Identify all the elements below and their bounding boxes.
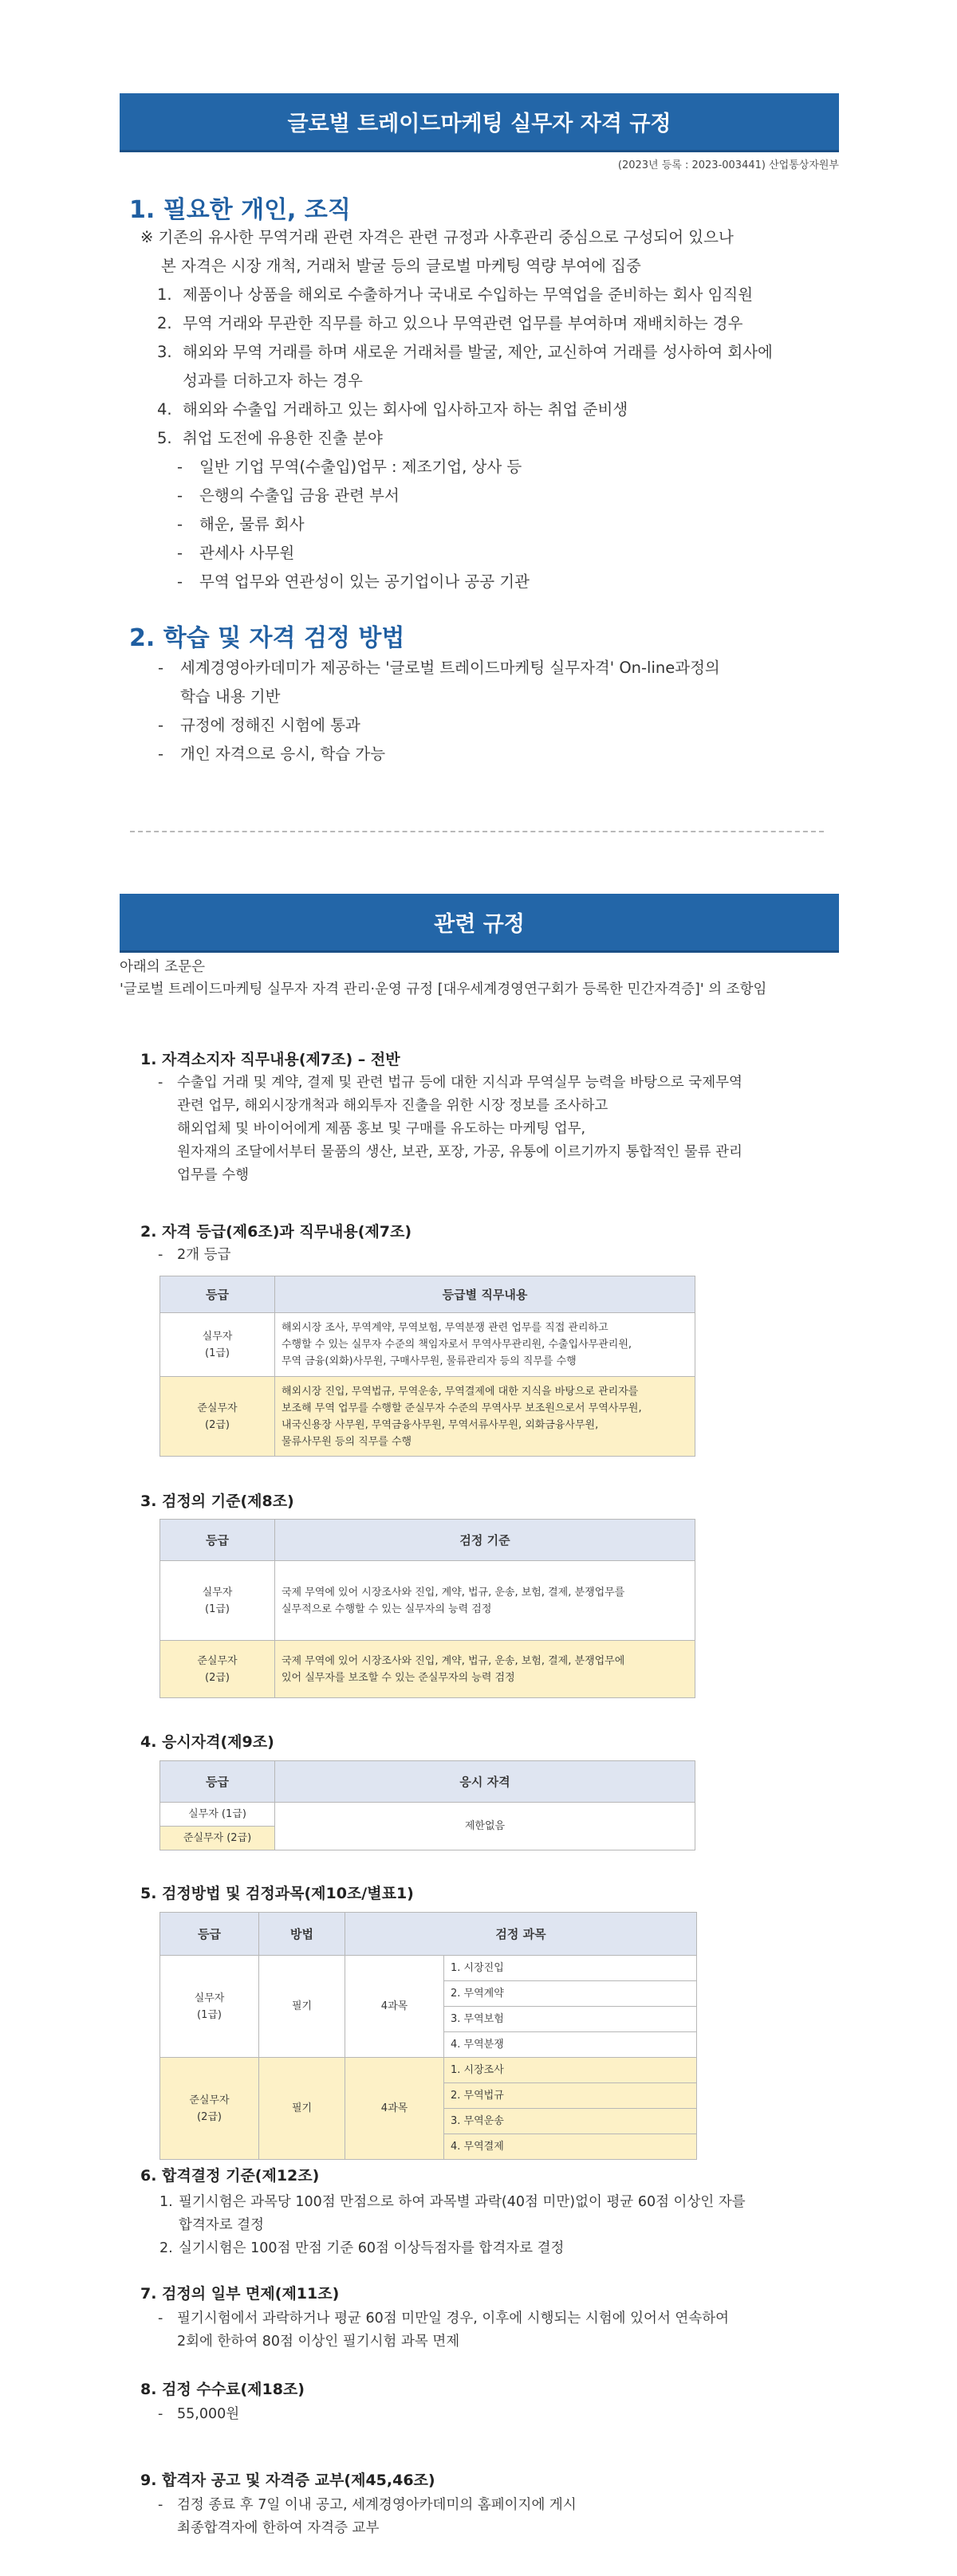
item-continuation: 성과를 더하고자 하는 경우 <box>183 372 363 390</box>
standard-line: 실무적으로 수행할 수 있는 실무자의 능력 검정 <box>282 1603 492 1615</box>
item-continuation: 학습 내용 기반 <box>180 687 281 706</box>
reg9-title: 9. 합격자 공고 및 자격증 교부(제45,46조) <box>140 2472 435 2489</box>
reg1-title: 1. 자격소지자 직무내용(제7조) – 전반 <box>140 1051 400 1068</box>
title-banner <box>120 93 839 152</box>
table-row <box>160 1641 695 1698</box>
reg7-body <box>158 2307 844 2354</box>
table-header: 등급별 직무내용 <box>275 1276 695 1313</box>
reg3-title: 3. 검정의 기준(제8조) <box>140 1493 294 1510</box>
item-text: 관세사 사무원 <box>199 544 295 562</box>
regulations-banner <box>120 894 839 953</box>
table-header: 등급 <box>160 1520 275 1561</box>
dash-mark: - <box>158 659 164 677</box>
line-text: 검정 종료 후 7일 이내 공고, 세계경영아카데미의 홈페이지에 게시 <box>177 2497 577 2513</box>
duty-line: 수행할 수 있는 실무자 수준의 책임자로서 무역사무관리원, 수출입사무관리원, <box>282 1339 632 1351</box>
reg1-line: 관련 업무, 해외시장개척과 해외투자 진출을 위한 시장 정보를 조사하고 <box>177 1098 608 1114</box>
reg6-title: 6. 합격결정 기준(제12조) <box>140 2167 320 2185</box>
dash-mark: - <box>158 716 164 734</box>
list-item <box>177 453 831 482</box>
item-text: 무역 업무와 연관성이 있는 공기업이나 공공 기관 <box>199 572 530 591</box>
reg5-title: 5. 검정방법 및 검정과목(제10조/별표1) <box>140 1885 414 1902</box>
table-header: 등급 <box>160 1913 259 1956</box>
item-number: 2. <box>160 2240 173 2256</box>
grade-name: 실무자 <box>194 1992 225 2004</box>
reg1-body <box>158 1072 844 1187</box>
dashed-divider <box>130 831 824 832</box>
item-text: 제품이나 상품을 해외로 수출하거나 국내로 수입하는 무역업을 준비하는 회사 임직원 <box>183 285 754 304</box>
grade-cell <box>160 1313 275 1377</box>
fee-value: 55,000원 <box>177 2406 240 2422</box>
item-text: 세계경영아카데미가 제공하는 '글로벌 트레이드마케팅 실무자격' On-line과정의 <box>180 659 720 677</box>
note-line-2: 본 자격은 시장 개척, 거래처 발굴 등의 글로벌 마케팅 역량 부여에 집중 <box>161 257 641 275</box>
table-row <box>160 1956 697 1981</box>
table-row <box>160 1313 695 1377</box>
reg6-body <box>160 2191 845 2260</box>
reg2-title: 2. 자격 등급(제6조)과 직무내용(제7조) <box>140 1223 412 1241</box>
reg8-title: 8. 검정 수수료(제18조) <box>140 2381 305 2398</box>
duty-line: 물류사무원 등의 직무를 수행 <box>282 1435 412 1448</box>
grade-level: (1급) <box>205 1347 230 1359</box>
duty-line: 해외시장 진입, 무역법규, 무역운송, 무역결제에 대한 지식을 바탕으로 관리자를 <box>282 1385 639 1398</box>
method-cell: 필기 <box>259 2058 345 2160</box>
grade-level: (1급) <box>205 1603 230 1615</box>
reg1-line: 원자재의 조달에서부터 물품의 생산, 보관, 포장, 가공, 유통에 이르기까지 통합적인 물류 관리 <box>177 1144 742 1160</box>
standard-line: 국제 무역에 있어 시장조사와 진입, 계약, 법규, 운송, 보험, 결제, 분쟁업무에 <box>282 1654 625 1667</box>
subject-cell: 1. 시장조사 <box>444 2058 697 2083</box>
item-text: 취업 도전에 유용한 진출 분야 <box>183 429 383 447</box>
dash-mark: - <box>158 1247 163 1263</box>
grade-cell <box>160 1561 275 1641</box>
subject-cell: 1. 시장진입 <box>444 1956 697 1981</box>
grade-cell <box>160 2058 259 2160</box>
method-cell: 필기 <box>259 1956 345 2058</box>
dash-mark: - <box>158 2497 163 2513</box>
duty-line: 보조해 무역 업무를 수행할 준실무자 수준의 무역사무 보조원으로서 무역사무원, <box>282 1402 642 1414</box>
list-item <box>157 395 859 424</box>
dash-mark: - <box>177 515 183 533</box>
dash-mark: - <box>177 544 183 562</box>
subject-cell: 2. 무역계약 <box>444 1981 697 2007</box>
dash-mark: - <box>158 2406 163 2422</box>
subject-cell: 3. 무역보험 <box>444 2007 697 2032</box>
dash-mark: - <box>158 2311 163 2326</box>
list-item <box>157 281 859 309</box>
reg2-sub <box>158 1244 477 1267</box>
line-text: 필기시험에서 과락하거나 평균 60점 미만일 경우, 이후에 시행되는 시험에 있어서 연속하여 <box>177 2311 730 2326</box>
table-header: 등급 <box>160 1761 275 1803</box>
grade-level: (2급) <box>205 1671 230 1684</box>
grade-level: (1급) <box>197 2008 222 2021</box>
table-header: 응시 자격 <box>275 1761 695 1803</box>
standard-cell <box>275 1561 695 1641</box>
duty-line: 무역 금융(외화)사무원, 구매사무원, 물류관리자 등의 직무를 수행 <box>282 1355 577 1367</box>
list-item <box>177 568 831 596</box>
subject-cell: 2. 무역법규 <box>444 2083 697 2109</box>
subject-cell: 4. 무역결제 <box>444 2134 697 2160</box>
section2-title: 2. 학습 및 자격 검정 방법 <box>129 624 405 652</box>
table-header: 검정 과목 <box>345 1913 697 1956</box>
reg7-line: 2회에 한하여 80점 이상인 필기시험 과목 면제 <box>177 2334 460 2350</box>
list-item <box>158 740 860 769</box>
grade-name: 준실무자 <box>197 1402 238 1414</box>
banner-title: 관련 규정 <box>434 912 525 937</box>
reg1-line <box>158 1072 844 1095</box>
subject-count-cell: 4과목 <box>345 2058 444 2160</box>
item-number: 2. <box>157 314 172 332</box>
duty-cell <box>275 1377 695 1457</box>
standard-line: 있어 실무자를 보조할 수 있는 준실무자의 능력 검정 <box>282 1671 515 1684</box>
list-item <box>157 309 859 338</box>
list-item <box>177 539 831 568</box>
registration-info: (2023년 등록 : 2023-003441) 산업통상자원부 <box>617 159 839 171</box>
item-text: 개인 자격으로 응시, 학습 가능 <box>180 745 386 763</box>
list-item <box>157 338 859 367</box>
duty-line: 내국신용장 사무원, 무역금융사무원, 무역서류사무원, 외화금융사무원, <box>282 1418 599 1431</box>
dash-mark: - <box>177 572 183 591</box>
intro-line-1: 아래의 조문은 <box>120 959 205 975</box>
table-header-row <box>160 1520 695 1561</box>
list-item <box>177 482 831 510</box>
subject-count-cell: 4과목 <box>345 1956 444 2058</box>
reg9-body <box>158 2494 844 2540</box>
grade-name: 실무자 <box>202 1330 233 1343</box>
item-text: 은행의 수출입 금융 관련 부서 <box>199 486 400 505</box>
reg4-title: 4. 응시자격(제9조) <box>140 1733 274 1751</box>
item-number: 3. <box>157 343 172 361</box>
section1-list <box>157 281 859 453</box>
table-row <box>160 2058 697 2083</box>
grade-name: 실무자 <box>202 1586 233 1599</box>
grade-level: (2급) <box>205 1418 230 1431</box>
item-text: 규정에 정해진 시험에 통과 <box>180 716 360 734</box>
reg7-title: 7. 검정의 일부 면제(제11조) <box>140 2285 340 2303</box>
duty-line: 해외시장 조사, 무역계약, 무역보험, 무역분쟁 관련 업무를 직접 관리하고 <box>282 1322 608 1334</box>
standard-cell <box>275 1641 695 1698</box>
item-continuation: 합격자로 결정 <box>179 2217 264 2233</box>
table-row <box>160 1803 695 1827</box>
dash-mark: - <box>177 486 183 505</box>
list-item <box>157 424 859 453</box>
reg9-line <box>158 2494 844 2517</box>
reg8-body <box>158 2403 477 2426</box>
item-text: 해외와 무역 거래를 하며 새로운 거래처를 발굴, 제안, 교신하여 거래를 성사하여 회사에 <box>183 343 773 361</box>
table-header-row <box>160 1913 697 1956</box>
reg8-line <box>158 2403 477 2426</box>
item-text: 무역 거래와 무관한 직무를 하고 있으나 무역관련 업무를 부여하며 재배치하는 경우 <box>183 314 743 332</box>
item-number: 1. <box>157 285 172 304</box>
qualification-cell: 제한없음 <box>275 1803 695 1850</box>
grade-level: (2급) <box>197 2110 222 2123</box>
table-header-row <box>160 1276 695 1313</box>
exam-standard-table <box>160 1519 695 1698</box>
item-text: 해운, 물류 회사 <box>199 515 305 533</box>
banner-title: 글로벌 트레이드마케팅 실무자 자격 규정 <box>287 112 671 136</box>
line-text: 2개 등급 <box>177 1247 231 1263</box>
section1-title: 1. 필요한 개인, 조직 <box>129 196 351 224</box>
item-text: 필기시험은 과목당 100점 만점으로 하여 과목별 과락(40점 미만)없이 평균 60점 이상인 자를 <box>179 2194 746 2210</box>
table-header-row <box>160 1761 695 1803</box>
grade-name: 준실무자 <box>197 1654 238 1667</box>
regulations-intro <box>120 956 766 1001</box>
dash-mark: - <box>158 1075 163 1091</box>
table-header: 방법 <box>259 1913 345 1956</box>
dash-mark: - <box>158 745 164 763</box>
reg9-line: 최종합격자에 한하여 자격증 교부 <box>177 2520 380 2536</box>
duty-cell <box>275 1313 695 1377</box>
career-fields-list <box>177 453 831 596</box>
table-header: 검정 기준 <box>275 1520 695 1561</box>
list-item <box>158 711 860 740</box>
item-text: 일반 기업 무역(수출입)업무 : 제조기업, 상사 등 <box>199 458 522 476</box>
eligibility-table <box>160 1760 695 1850</box>
list-item <box>160 2191 845 2214</box>
line-text: 수출입 거래 및 계약, 결제 및 관련 법규 등에 대한 지식과 무역실무 능력을 바탕으로 국제무역 <box>177 1075 742 1091</box>
grade-cell <box>160 1377 275 1457</box>
grade-cell <box>160 1641 275 1698</box>
grade-duty-table <box>160 1276 695 1457</box>
table-header: 등급 <box>160 1276 275 1313</box>
intro-line-2: '글로벌 트레이드마케팅 실무자 자격 관리·운영 규정 [대우세계경영연구회가 등록한 민간자격증]' 의 조항임 <box>120 981 767 997</box>
section2-list <box>158 654 860 769</box>
subject-cell: 3. 무역운송 <box>444 2109 697 2134</box>
table-row <box>160 1377 695 1457</box>
reg1-line: 업무를 수행 <box>177 1167 250 1183</box>
item-number: 5. <box>157 429 172 447</box>
reg2-sub-line <box>158 1244 477 1267</box>
grade-name: 준실무자 <box>189 2094 230 2106</box>
item-number: 4. <box>157 400 172 419</box>
grade-cell: 준실무자 (2급) <box>160 1827 275 1850</box>
subject-cell: 4. 무역분쟁 <box>444 2032 697 2058</box>
table-row <box>160 1561 695 1641</box>
dash-mark: - <box>177 458 183 476</box>
list-item <box>177 510 831 539</box>
reg1-line: 해외업체 및 바이어에게 제품 홍보 및 구매를 유도하는 마케팅 업무, <box>177 1121 586 1137</box>
grade-cell: 실무자 (1급) <box>160 1803 275 1827</box>
item-text: 해외와 수출입 거래하고 있는 회사에 입사하고자 하는 취업 준비생 <box>183 400 628 419</box>
item-number: 1. <box>160 2194 173 2210</box>
standard-line: 국제 무역에 있어 시장조사와 진입, 계약, 법규, 운송, 보험, 결제, 분쟁업무를 <box>282 1586 625 1599</box>
list-item <box>160 2237 845 2260</box>
list-item <box>158 654 860 682</box>
section1-note <box>140 223 858 281</box>
note-line-1: ※ 기존의 유사한 무역거래 관련 자격은 관련 규정과 사후관리 중심으로 구성되어 있으나 <box>140 228 734 246</box>
reg7-line <box>158 2307 844 2330</box>
item-text: 실기시험은 100점 만점 기준 60점 이상득점자를 합격자로 결정 <box>179 2240 565 2256</box>
grade-cell <box>160 1956 259 2058</box>
exam-subject-table <box>160 1912 697 2160</box>
